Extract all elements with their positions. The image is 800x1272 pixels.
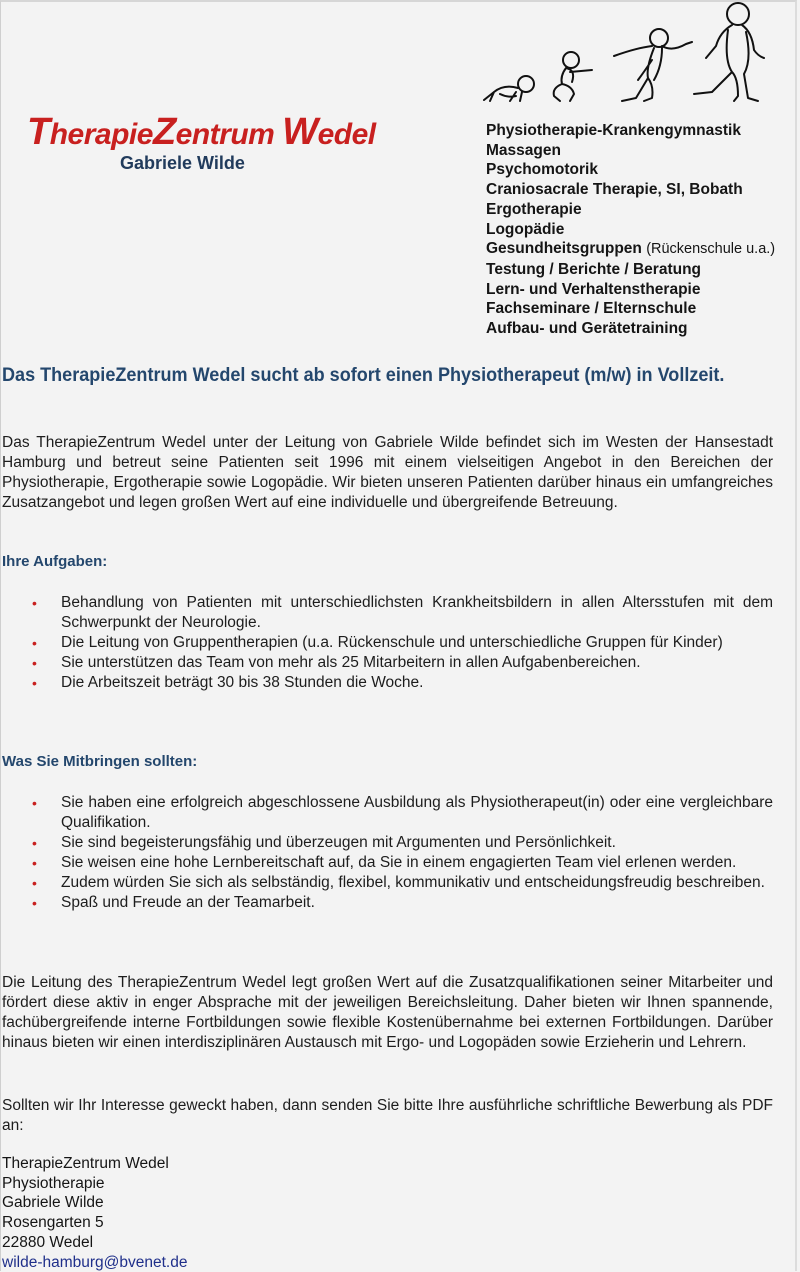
email-link[interactable]: wilde-hamburg@bvenet.de	[2, 1253, 188, 1271]
list-item-text: Sie haben eine erfolgreich abgeschlossene Ausbildung als Physiotherapeut(in) oder eine vergleichbare Qualifikation.	[61, 794, 773, 831]
list-item	[30, 653, 773, 673]
bullet-icon: •	[32, 835, 37, 851]
service-item: Testung / Berichte / Beratung	[486, 260, 702, 278]
list-item-text: Die Leitung von Gruppentherapien (u.a. Rückenschule und unterschiedliche Gruppen für Kinder)	[61, 634, 723, 651]
services-list	[486, 121, 775, 339]
bullet-icon: •	[32, 635, 37, 651]
service-label: Gesundheitsgruppen	[486, 240, 642, 258]
service-item: Craniosacrale Therapie, SI, Bobath	[486, 181, 743, 199]
list-item-text: Zudem würden Sie sich als selbständig, flexibel, kommunikativ und entscheidungsfreudig beschreiben.	[61, 874, 765, 891]
address-line: Rosengarten 5	[2, 1214, 104, 1232]
list-item	[30, 673, 773, 693]
intro-paragraph: Das TherapieZentrum Wedel unter der Leitung von Gabriele Wilde befindet sich im Westen der Hansestadt Hamburg und betreut seine Patienten seit 1996 mit einem vielseitigen Angebot in den Bereichen der Physiotherapie, Ergotherapie sowie Logopädie. Wir bieten unseren Patienten darüber hinaus ein umfangreiches Zusatzangebot und legen großen Wert auf eine individuelle und übergreifende Betreuung.	[2, 434, 773, 511]
logo	[27, 111, 376, 154]
list-item-text: Sie unterstützen das Team von mehr als 25 Mitarbeitern in allen Aufgabenbereichen.	[61, 654, 641, 671]
owner-name: Gabriele Wilde	[120, 153, 245, 173]
address-line: TherapieZentrum Wedel	[2, 1155, 169, 1172]
service-item: Psychomotorik	[486, 161, 598, 179]
list-item	[30, 793, 773, 833]
offer-paragraph: Die Leitung des TherapieZentrum Wedel legt großen Wert auf die Zusatzqualifikationen seiner Mitarbeiter und fördert diese aktiv in enger Absprache mit der jeweiligen Bereichsleitung. Daher bieten wir Ihnen spannende, fachübergreifende interne Fortbildungen sowie flexible Kostenübernahme bei externen Fortbildungen. Darüber hinaus bieten wir einen interdisziplinären Austausch mit Ergo- und Logopäden sowie Erzieherin und Lehrern.	[2, 974, 773, 1051]
job-headline: Das TherapieZentrum Wedel sucht ab sofort einen Physiotherapeut (m/w) in Vollzeit.	[2, 365, 725, 386]
logo-text: edel	[317, 118, 376, 151]
tasks-list	[30, 593, 773, 693]
list-item	[30, 873, 773, 893]
list-item-text: Behandlung von Patienten mit unterschiedlichsten Krankheitsbildern in allen Altersstufen mit dem Schwerpunkt der Neurologie.	[61, 594, 773, 631]
list-item	[30, 853, 773, 873]
service-item: Aufbau- und Gerätetraining	[486, 320, 688, 338]
logo-letter: Z	[152, 111, 176, 153]
bullet-icon: •	[32, 875, 37, 891]
service-item: Lern- und Verhaltenstherapie	[486, 280, 701, 298]
tasks-heading: Ihre Aufgaben:	[2, 553, 108, 570]
logo-letter: T	[27, 111, 50, 153]
bullet-icon: •	[32, 655, 37, 671]
list-item-text: Sie sind begeisterungsfähig und überzeugen mit Argumenten und Persönlichkeit.	[61, 834, 616, 851]
service-item: Logopädie	[486, 220, 565, 238]
logo-text: entrum	[175, 118, 275, 151]
list-item-text: Die Arbeitszeit beträgt 30 bis 38 Stunden die Woche.	[61, 674, 424, 691]
list-item	[30, 633, 773, 653]
service-item	[486, 239, 775, 260]
service-item: Physiotherapie-Krankengymnastik	[486, 122, 741, 139]
service-note: (Rückenschule u.a.)	[646, 241, 776, 258]
service-item: Massagen	[486, 141, 561, 159]
list-item-text: Sie weisen eine hohe Lernbereitschaft auf, da Sie in einem engagierten Team viel erlenen werden.	[61, 854, 737, 871]
bullet-icon: •	[32, 795, 37, 811]
service-item: Fachseminare / Elternschule	[486, 300, 697, 318]
service-item: Ergotherapie	[486, 200, 582, 218]
address-line: Gabriele Wilde	[2, 1194, 104, 1212]
bullet-icon: •	[32, 895, 37, 911]
address-line: Physiotherapie	[2, 1174, 105, 1192]
logo-text: herapie	[49, 118, 153, 151]
requirements-heading: Was Sie Mitbringen sollten:	[2, 753, 198, 770]
closing-paragraph: Sollten wir Ihr Interesse geweckt haben, dann senden Sie bitte Ihre ausführliche schriftliche Bewerbung als PDF an:	[2, 1097, 773, 1134]
bullet-icon: •	[32, 675, 37, 691]
requirements-list	[30, 793, 773, 913]
bullet-icon: •	[32, 595, 37, 611]
bullet-icon: •	[32, 855, 37, 871]
address-line: 22880 Wedel	[2, 1233, 94, 1251]
contact-address	[2, 1154, 187, 1272]
list-item-text: Spaß und Freude an der Teamarbeit.	[61, 894, 315, 911]
logo-letter: W	[282, 111, 318, 153]
list-item	[30, 593, 773, 633]
list-item	[30, 893, 773, 913]
list-item	[30, 833, 773, 853]
child-development-figures-icon	[476, 0, 766, 105]
